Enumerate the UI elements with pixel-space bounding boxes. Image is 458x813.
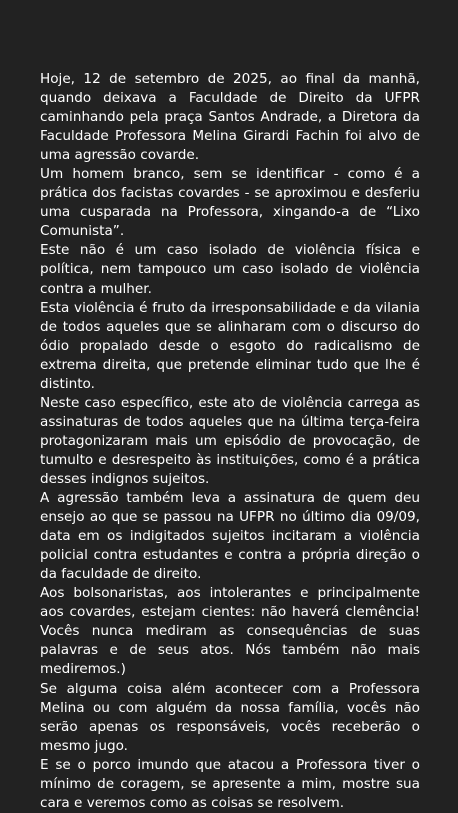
paragraph-4: Esta violência é fruto da irresponsabilidade e da vilania de todos aqueles que se alinharam com o discurso do ódio propalado desde o esgoto do radicalismo de extrema direita, que pretende eliminar tudo que lhe é distinto.	[40, 299, 420, 392]
paragraph-8: Se alguma coisa além acontecer com a Professora Melina ou com alguém da nossa família, vocês não serão apenas os responsáveis, vocês receberão o mesmo jugo.	[40, 680, 420, 754]
paragraph-3: Este não é um caso isolado de violência física e política, nem tampouco um caso isolado de violência contra a mulher.	[40, 242, 420, 297]
post-text	[40, 70, 420, 813]
paragraph-6: A agressão também leva a assinatura de quem deu ensejo ao que se passou na UFPR no último dia 09/09, data em os indigitados sujeitos incitaram a violência policial contra estudantes e contra a própria direção o da faculdade de direito.	[40, 490, 420, 583]
paragraph-7: Aos bolsonaristas, aos intolerantes e principalmente aos covardes, estejam cientes: não haverá clemência! Vocês nunca mediram as consequências de suas palavras e de seus atos. Nós também não mais mediremos.)	[40, 585, 420, 678]
paragraph-2: Um homem branco, sem se identificar - como é a prática dos facistas covardes - se aproximou e desferiu uma cusparada na Professora, xingando-a de “Lixo Comunista”.	[40, 166, 420, 240]
paragraph-1: Hoje, 12 de setembro de 2025, ao final da manhã, quando deixava a Faculdade de Direito da UFPR caminhando pela praça Santos Andrade, a Diretora da Faculdade Professora Melina Girardi Fachin foi alvo de uma agressão covarde.	[40, 71, 420, 164]
paragraph-9: E se o porco imundo que atacou a Professora tiver o mínimo de coragem, se apresente a mim, mostre sua cara e veremos como as coisas se resolvem.	[40, 756, 420, 811]
paragraph-5: Neste caso específico, este ato de violência carrega as assinaturas de todos aqueles que na última terça-feira protagonizaram mais um episódio de provocação, de tumulto e desrespeito às instituições, como é a prática desses indignos sujeitos.	[40, 394, 420, 487]
